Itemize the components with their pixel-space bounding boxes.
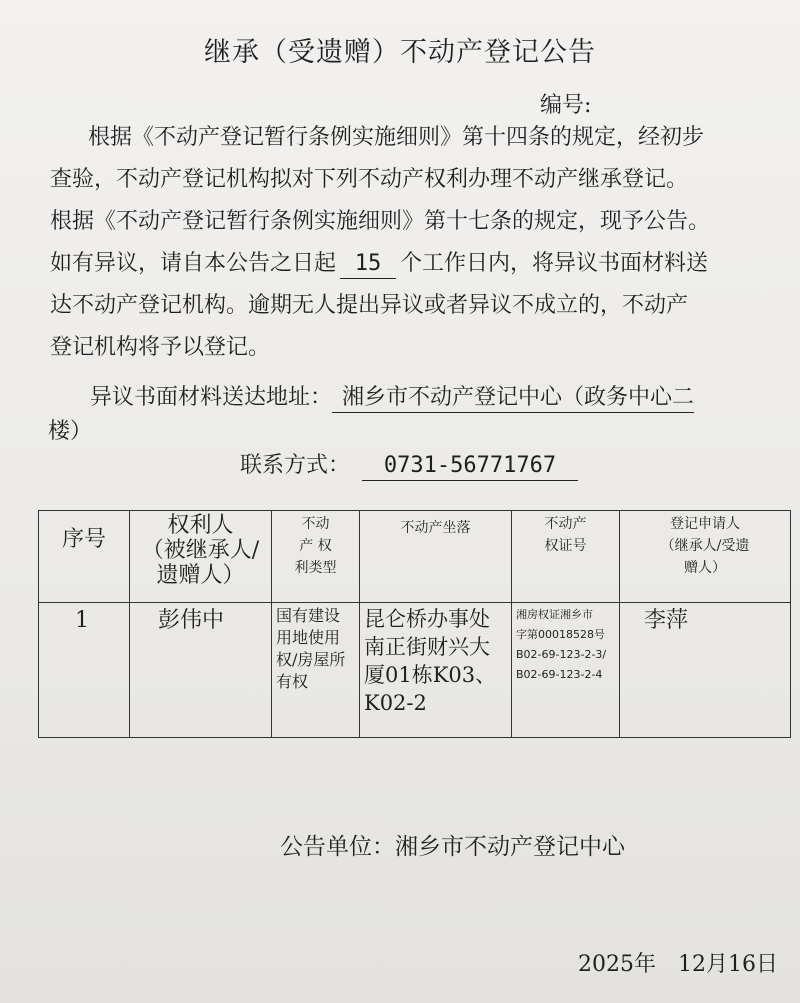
contact-phone: 0731-56771767 bbox=[362, 452, 578, 481]
paragraph-text: 个工作日内，将异议书面材料送 bbox=[400, 251, 709, 276]
table-header-row bbox=[39, 511, 791, 603]
paragraph-text: 如有异议，请自本公告之日起 bbox=[50, 251, 337, 276]
cell-location: 昆仑桥办事处 南正街财兴大 厦01栋K03、 K02-2 bbox=[360, 603, 512, 738]
contact-label: 联系方式： bbox=[240, 453, 351, 478]
number-label: 编号: bbox=[540, 93, 592, 118]
cell-applicant: 李萍 bbox=[620, 603, 791, 738]
notice-date: 2025年 12月16日 bbox=[578, 952, 778, 977]
contact-line bbox=[240, 452, 578, 481]
header-location: 不动产坐落 bbox=[360, 511, 512, 603]
cell-cert: 湘房权证湘乡市 字第00018528号 B02-69-123-2-3/ B02-69-123-2-4 bbox=[512, 603, 620, 738]
issuer-line: 公告单位：湘乡市不动产登记中心 bbox=[280, 834, 625, 860]
notice-title: 继承（受遗赠）不动产登记公告 bbox=[204, 37, 596, 68]
paragraph-line: 查验，不动产登记机构拟对下列不动产权利办理不动产继承登记。 bbox=[50, 167, 689, 192]
header-holder: 权利人 （被继承人/ 遗赠人） bbox=[130, 511, 272, 603]
header-applicant: 登记申请人 （继承人/受遗 赠人） bbox=[620, 511, 791, 603]
paragraph-line: 登记机构将予以登记。 bbox=[50, 335, 271, 360]
address-line bbox=[90, 384, 694, 413]
cell-holder: 彭伟中 bbox=[130, 603, 272, 738]
header-right-type: 不动 产 权 利类型 bbox=[272, 511, 360, 603]
paragraph-line: 达不动产登记机构。逾期无人提出异议或者异议不成立的，不动产 bbox=[50, 293, 689, 318]
registration-table bbox=[38, 510, 791, 738]
header-cert: 不动产 权证号 bbox=[512, 511, 620, 603]
days-value: 15 bbox=[340, 250, 396, 279]
address-value: 湘乡市不动产登记中心（政务中心二 bbox=[332, 384, 694, 413]
cell-seq: 1 bbox=[39, 603, 130, 738]
paragraph-line: 根据《不动产登记暂行条例实施细则》第十七条的规定，现予公告。 bbox=[50, 209, 711, 234]
header-seq: 序号 bbox=[39, 511, 130, 603]
table-row bbox=[39, 603, 791, 738]
cell-right-type: 国有建设 用地使用 权/房屋所 有权 bbox=[272, 603, 360, 738]
address-value-cont: 楼） bbox=[48, 419, 93, 444]
paragraph-line: 根据《不动产登记暂行条例实施细则》第十四条的规定，经初步 bbox=[88, 125, 705, 150]
paragraph-line-days bbox=[50, 250, 708, 279]
address-label: 异议书面材料送达地址： bbox=[90, 385, 333, 410]
